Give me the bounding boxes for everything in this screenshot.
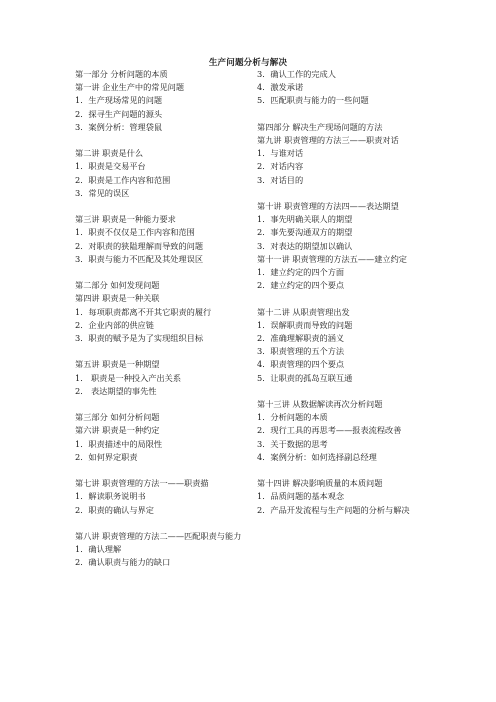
outline-line: 2．产品开发流程与生产问题的分析与解决 <box>257 504 410 515</box>
outline-line: 2．建立约定的四个要点 <box>257 280 345 291</box>
outline-line: 第十一讲 职责管理的方法五——建立约定 <box>257 253 407 264</box>
outline-line: 3．常见的误区 <box>75 187 130 198</box>
outline-line: 第十四讲 解决影响质量的本质问题 <box>257 478 383 489</box>
blank-line <box>75 200 257 213</box>
outline-line: 1．与谁对话 <box>257 148 304 159</box>
outline-line: 1．职责是交易平台 <box>75 161 146 172</box>
outline-line: 第四部分 解决生产现场问题的方法 <box>257 121 383 132</box>
outline-line: 3．确认工作的完成人 <box>257 69 336 79</box>
blank-line <box>257 292 439 305</box>
outline-line: 1．每项职责都离不开其它职责的履行 <box>75 306 212 317</box>
outline-line: 第一部分 分析问题的本质 <box>75 69 168 79</box>
outline-line: 第三部分 如何分析问题 <box>75 412 160 423</box>
outline-line: 2．准确理解职责的涵义 <box>257 333 345 344</box>
outline-line: 第十二讲 从职责管理出发 <box>257 306 350 317</box>
blank-line <box>75 517 257 530</box>
outline-line: 1．分析问题的本质 <box>257 412 328 423</box>
outline-line: 5．匹配职责与能力的一些问题 <box>257 95 369 106</box>
outline-line: 2．事先要沟通双方的期望 <box>257 227 353 238</box>
outline-line: 2．探寻生产问题的源头 <box>75 108 163 119</box>
outline-line: 5．让职责的孤岛互联互通 <box>257 372 353 383</box>
outline-line: 1．职责不仅仅是工作内容和范围 <box>75 227 195 238</box>
blank-line <box>257 187 439 200</box>
page-title: 生产问题分析与解决 <box>208 58 288 68</box>
outline-line: 第九讲 职责管理的方法三——职责对话 <box>257 135 399 145</box>
outline-line: 3．职责的赋予是为了实现组织目标 <box>75 333 204 344</box>
outline-line: 2．职责的确认与界定 <box>75 504 154 515</box>
outline-line: 第四讲 职责是一种关联 <box>75 293 160 304</box>
blank-line <box>257 385 439 398</box>
outline-line: 1．建立约定的四个方面 <box>257 267 345 278</box>
outline-line: 3．对表达的期望加以确认 <box>257 240 353 251</box>
outline-line: 第十讲 职责管理的方法四——表达期望 <box>257 201 399 211</box>
outline-line: 1．职责描述中的局限性 <box>75 438 163 449</box>
outline-line: 第二部分 如何发现问题 <box>75 280 160 291</box>
outline-line: 1．生产现场常见的问题 <box>75 95 163 106</box>
outline-line: 第二讲 职责是什么 <box>75 148 144 159</box>
outline-line: 2．职责是工作内容和范围 <box>75 174 171 185</box>
blank-line <box>75 345 257 358</box>
outline-line: 1．解读职务说明书 <box>75 491 146 502</box>
right-column <box>257 68 439 517</box>
blank-line <box>75 398 257 411</box>
outline-line: 3．职责管理的五个方法 <box>257 346 345 357</box>
outline-line: 2． 表达期望的事先性 <box>75 385 157 396</box>
outline-line: 2．对职责的狭隘理解而导致的问题 <box>75 240 204 251</box>
blank-line <box>257 108 439 121</box>
outline-line: 3．案例分析：管理袋鼠 <box>75 121 163 132</box>
outline-line: 1．确认理解 <box>75 544 122 555</box>
blank-line <box>75 464 257 477</box>
outline-line: 4．职责管理的四个要点 <box>257 359 345 370</box>
outline-line: 2．对话内容 <box>257 161 304 172</box>
left-column <box>75 68 257 570</box>
outline-line: 3．职责与能力不匹配及其处理误区 <box>75 253 204 264</box>
blank-line <box>257 464 439 477</box>
outline-line: 第五讲 职责是一种期望 <box>75 359 160 370</box>
outline-line: 2．如何界定职责 <box>75 451 138 462</box>
outline-line: 3．关于数据的思考 <box>257 438 328 449</box>
outline-line: 第一讲 企业生产中的常见问题 <box>75 82 185 93</box>
outline-line: 2．企业内部的供应链 <box>75 319 154 330</box>
outline-line: 3．对话目的 <box>257 174 304 185</box>
outline-line: 第七讲 职责管理的方法一——职责描 <box>75 478 209 489</box>
blank-line <box>75 134 257 147</box>
outline-line: 第十三讲 从数据解读再次分析问题 <box>257 399 383 410</box>
outline-line: 第八讲 职责管理的方法二——匹配职责与能力 <box>75 531 242 541</box>
outline-line: 1．品质问题的基本观念 <box>257 491 345 502</box>
outline-line: 1．事先明确关联人的期望 <box>257 214 353 225</box>
outline-line: 1． 职责是一种投入产出关系 <box>75 372 182 383</box>
outline-line: 2．现行工具的再思考——报表流程改善 <box>257 425 402 436</box>
outline-line: 第六讲 职责是一种约定 <box>75 425 160 436</box>
outline-line: 1．误解职责而导致的问题 <box>257 319 353 330</box>
outline-line: 第三讲 职责是一种能力要求 <box>75 214 176 225</box>
outline-line: 2．确认职责与能力的缺口 <box>75 557 171 568</box>
outline-line: 4．激发承诺 <box>257 82 304 93</box>
blank-line <box>75 266 257 279</box>
outline-line: 4．案例分析：如何选择副总经理 <box>257 451 377 462</box>
